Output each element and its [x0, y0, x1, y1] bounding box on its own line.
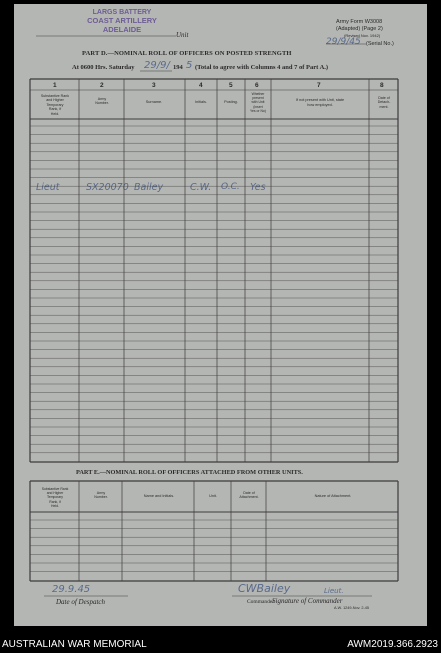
entry-posting: O.C.: [221, 182, 240, 192]
part-d-date: 29/9/: [144, 60, 170, 71]
part-e-header-army-number: Army Number.: [94, 491, 108, 500]
col-header-posting: Posting.: [224, 100, 238, 104]
part-e-header-unit: Unit.: [209, 494, 217, 498]
col-header-surname: Surname.: [145, 100, 163, 104]
stamp-line-3: ADELAIDE: [102, 25, 142, 34]
stamp-line-1: LARGS BATTERY: [92, 9, 152, 16]
col-number-5: 5: [229, 82, 233, 89]
commander-signature: CWBailey: [238, 582, 291, 595]
part-d-title: PART D.—NOMINAL ROLL OF OFFICERS ON POSTED STRENGTH: [82, 50, 292, 57]
despatch-date-label: Date of Despatch: [56, 598, 105, 606]
col-number-8: 8: [380, 82, 384, 89]
credit-right: AWM2019.366.2923: [347, 639, 438, 650]
entry-initials: C.W.: [190, 182, 212, 193]
unit-label: Unit: [176, 31, 189, 39]
part-e-header-name: Name and Initials.: [143, 494, 175, 498]
col-header-employed: If not present with Unit, state how employed.: [295, 98, 345, 107]
col-number-2: 2: [100, 82, 104, 89]
col-header-detachment: Date of Detach- ment.: [377, 96, 391, 109]
part-d-at-text: At 0600 Hrs. Saturday: [72, 64, 135, 71]
part-e-header-rank: Substantive Rank and Higher Temporary Rank, if Held.: [41, 487, 69, 508]
entry-army-number: SX20070: [86, 182, 129, 193]
col-header-present: Whether present with Unit (insert Yes or No): [250, 92, 266, 113]
entry-present: Yes: [250, 182, 266, 193]
col-header-army-number: Army Number.: [95, 97, 109, 106]
serial-label: (Serial No.): [366, 41, 394, 47]
col-number-1: 1: [53, 82, 57, 89]
form-name: Army Form W3008: [336, 19, 383, 25]
despatch-date-value: 29.9.45: [52, 584, 91, 595]
part-e-header-nature: Nature of Attachment.: [314, 494, 352, 498]
col-number-7: 7: [317, 82, 321, 89]
col-header-initials: Initials.: [195, 100, 207, 104]
commander-label: Signature of Commander: [272, 597, 343, 605]
stamp-line-2: COAST ARTILLERY: [87, 16, 157, 25]
form-revised: (Revised Nov. 1942): [344, 33, 381, 38]
credit-left: AUSTRALIAN WAR MEMORIAL: [2, 639, 147, 650]
entry-surname: Bailey: [134, 182, 164, 193]
col-number-4: 4: [199, 82, 203, 89]
part-d-year-prefix: 194: [173, 64, 183, 71]
col-number-3: 3: [152, 82, 156, 89]
credit-bar: [0, 636, 441, 653]
part-d-year: 5: [186, 60, 193, 71]
commander-prefix: Commander: [247, 599, 275, 605]
signature-rank: Lieut.: [324, 587, 344, 595]
col-header-rank: Substantive Rank and Higher Temporary Rank, if Held.: [40, 94, 70, 116]
part-e-title: PART E.—NOMINAL ROLL OF OFFICERS ATTACHED FROM OTHER UNITS.: [76, 469, 303, 476]
form-adapted: (Adapted) (Page 2): [336, 26, 383, 32]
part-d-note: (Total to agree with Columns 4 and 7 of Part A.): [195, 64, 329, 71]
entry-rank: Lieut: [36, 182, 60, 193]
col-number-6: 6: [255, 82, 259, 89]
serial-number-value: 29/9/45: [326, 37, 361, 47]
part-e-header-attachment-date: Date of Attachment.: [239, 491, 259, 500]
printer-note: A.W. 1249-Nov. 2-45: [334, 606, 369, 610]
